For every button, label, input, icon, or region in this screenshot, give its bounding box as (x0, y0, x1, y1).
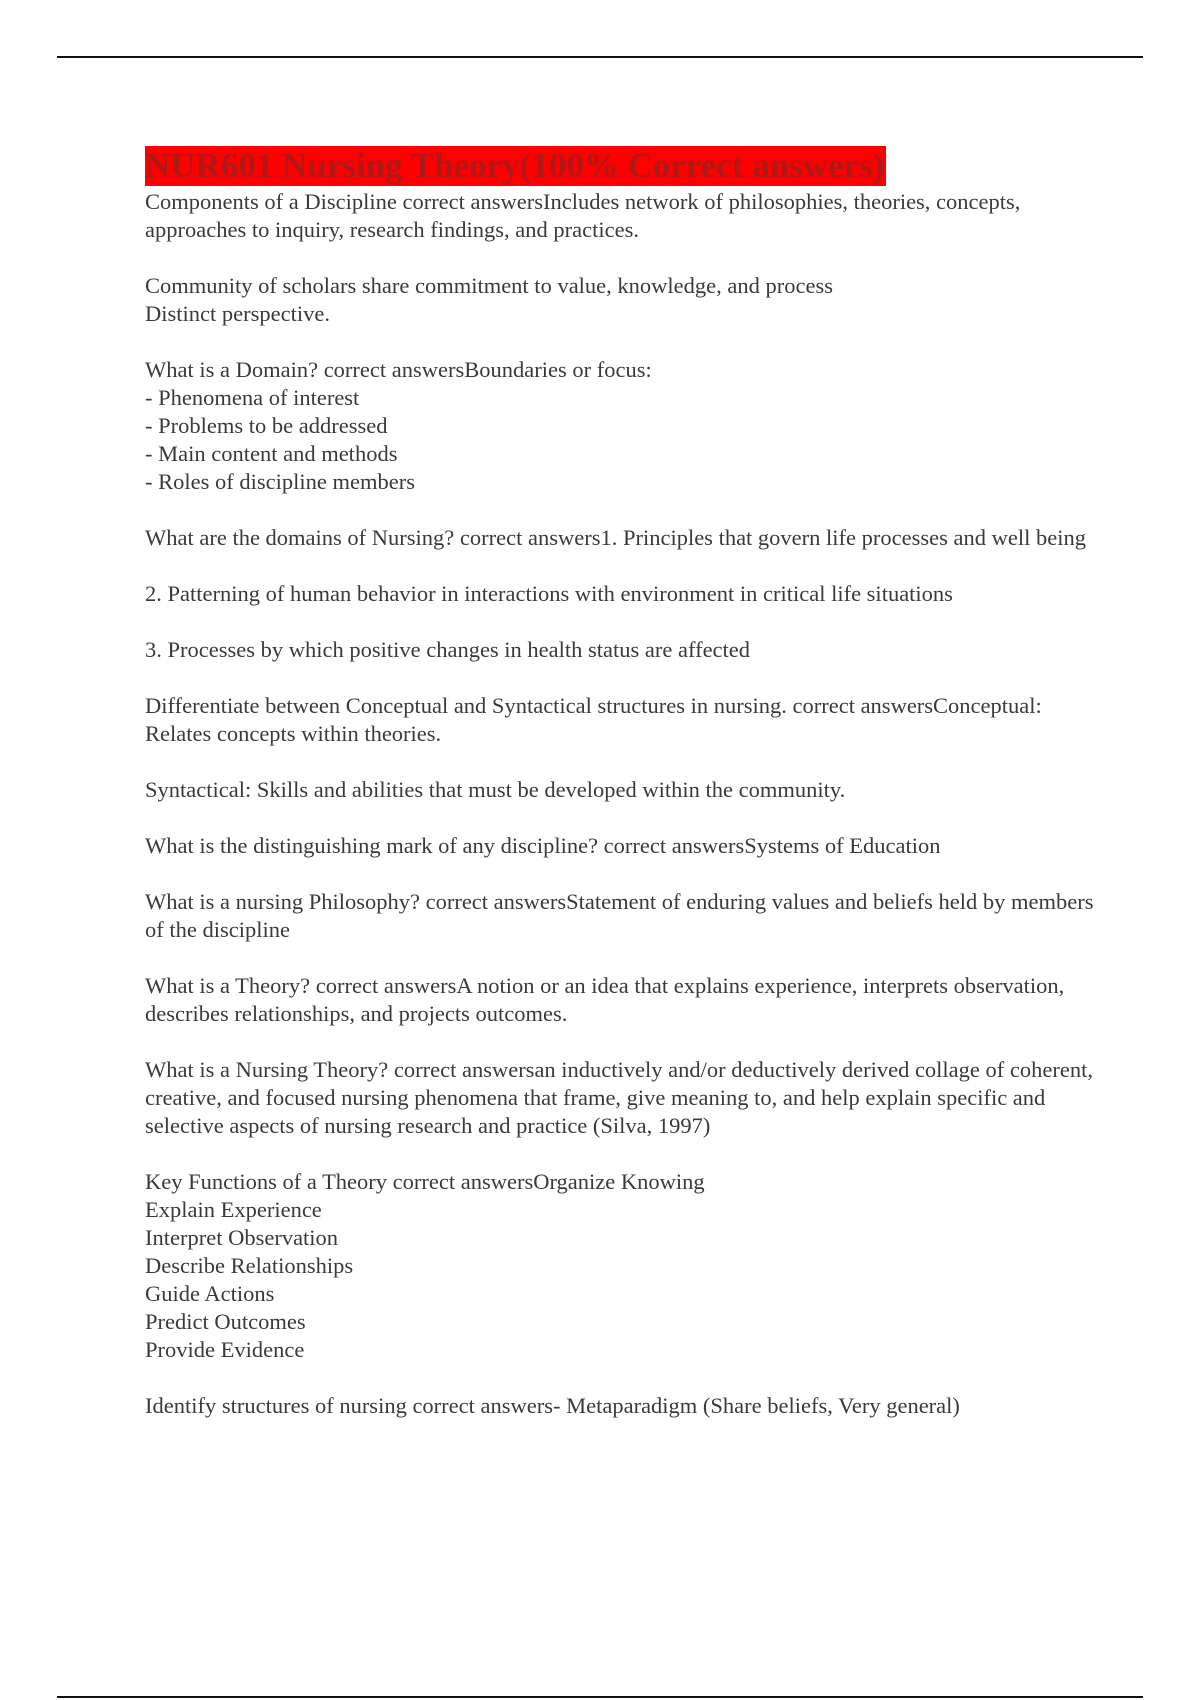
paragraph-line: - Main content and methods (145, 441, 398, 466)
paragraph-line: Key Functions of a Theory correct answersOrganize Knowing (145, 1169, 705, 1194)
paragraph-line: What is a nursing Philosophy? correct answersStatement of enduring values and beliefs held by members of the discipline (145, 889, 1094, 942)
paragraph-line: Differentiate between Conceptual and Syntactical structures in nursing. correct answersConceptual: Relates concepts within theories. (145, 693, 1042, 746)
qa-paragraph (145, 1392, 1095, 1420)
paragraph-line: What are the domains of Nursing? correct answers1. Principles that govern life processes and well being (145, 525, 1086, 550)
footer-rule (57, 1696, 1143, 1698)
document-title: NUR601 Nursing Theory(100% Correct answers) (145, 146, 885, 185)
paragraph-line: Identify structures of nursing correct answers- Metaparadigm (Share beliefs, Very general) (145, 1393, 960, 1418)
document-body (145, 146, 1095, 1448)
paragraph-line: Describe Relationships (145, 1253, 354, 1278)
paragraph-line: - Phenomena of interest (145, 385, 360, 410)
paragraph-line: Distinct perspective. (145, 301, 330, 326)
qa-paragraph (145, 832, 1095, 860)
paragraph-line: Guide Actions (145, 1281, 275, 1306)
qa-paragraph (145, 580, 1095, 608)
qa-paragraph (145, 972, 1095, 1028)
paragraph-line: What is a Nursing Theory? correct answersan inductively and/or deductively derived collage of coherent, creative, and focused nursing phenomena that frame, give meaning to, and help explain specific and selective aspects of nursing research and practice (Silva, 1997) (145, 1057, 1093, 1138)
paragraph-line: Interpret Observation (145, 1225, 339, 1250)
paragraph-line: Provide Evidence (145, 1337, 305, 1362)
qa-paragraph (145, 1168, 1095, 1364)
paragraph-line: Predict Outcomes (145, 1309, 306, 1334)
qa-paragraph (145, 272, 1095, 328)
paragraph-line: Explain Experience (145, 1197, 322, 1222)
qa-paragraph (145, 356, 1095, 496)
paragraph-line: Community of scholars share commitment to value, knowledge, and process (145, 273, 833, 298)
paragraph-line: Components of a Discipline correct answersIncludes network of philosophies, theories, concepts, approaches to inquiry, research findings, and practices. (145, 189, 1021, 242)
paragraph-line: 3. Processes by which positive changes in health status are affected (145, 637, 751, 662)
qa-paragraph (145, 692, 1095, 748)
qa-paragraph (145, 888, 1095, 944)
paragraph-line: - Problems to be addressed (145, 413, 388, 438)
header-rule (57, 56, 1143, 58)
qa-paragraph (145, 776, 1095, 804)
qa-paragraph (145, 524, 1095, 552)
paragraph-line: What is a Theory? correct answersA notion or an idea that explains experience, interprets observation, describes relationships, and projects outcomes. (145, 973, 1065, 1026)
qa-paragraph (145, 636, 1095, 664)
qa-paragraph (145, 1056, 1095, 1140)
paragraph-line: What is the distinguishing mark of any discipline? correct answersSystems of Education (145, 833, 941, 858)
paragraph-line: - Roles of discipline members (145, 469, 415, 494)
paragraph-line: What is a Domain? correct answersBoundaries or focus: (145, 357, 652, 382)
document-blocks (145, 188, 1095, 1420)
qa-paragraph (145, 188, 1095, 244)
paragraph-line: 2. Patterning of human behavior in interactions with environment in critical life situations (145, 581, 953, 606)
paragraph-line: Syntactical: Skills and abilities that must be developed within the community. (145, 777, 846, 802)
